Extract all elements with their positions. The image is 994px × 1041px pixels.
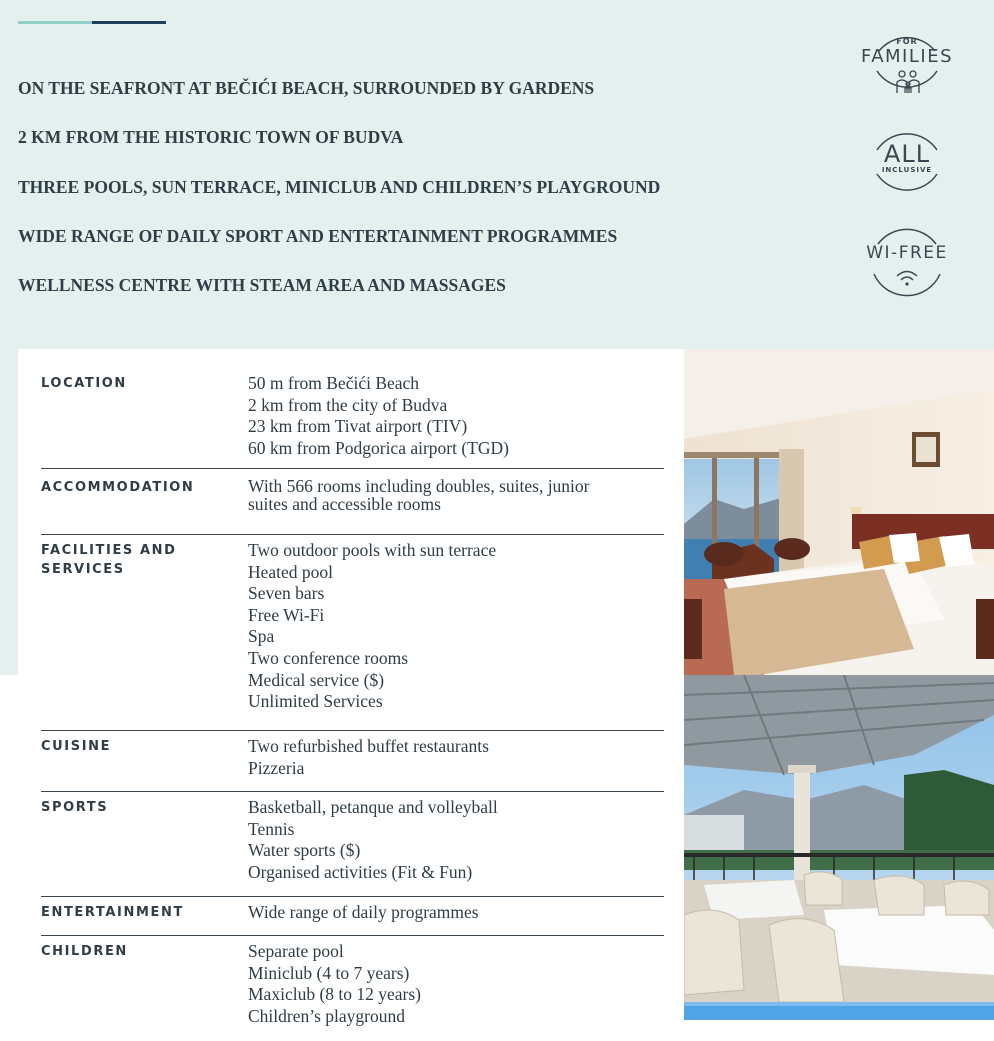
hotel-bedroom-photo bbox=[684, 349, 994, 675]
details-row-children bbox=[41, 936, 664, 1041]
row-label: ACCOMMODATION bbox=[41, 480, 195, 495]
row-value: Tennis bbox=[248, 818, 295, 839]
row-label: CUISINE bbox=[41, 739, 112, 754]
family-icon bbox=[894, 69, 922, 95]
all-inclusive-badge bbox=[870, 124, 944, 200]
badge-title: ALL bbox=[883, 140, 931, 168]
row-values bbox=[248, 902, 664, 935]
badge-title: FAMILIES bbox=[861, 46, 953, 67]
accent-line-navy bbox=[92, 21, 166, 24]
row-label: SPORTS bbox=[41, 800, 109, 815]
row-value: Two conference rooms bbox=[248, 647, 409, 668]
details-row-facilities bbox=[41, 535, 664, 731]
row-values bbox=[248, 477, 664, 534]
highlight-item: 2 KM FROM THE HISTORIC TOWN OF BUDVA bbox=[18, 127, 404, 148]
pool-photo bbox=[684, 1002, 994, 1020]
row-label: ENTERTAINMENT bbox=[41, 905, 184, 920]
row-value: Medical service ($) bbox=[248, 669, 385, 690]
row-label: FACILITIES AND SERVICES bbox=[41, 543, 177, 577]
details-row-cuisine bbox=[41, 731, 664, 792]
row-value: Maxiclub (8 to 12 years) bbox=[248, 984, 422, 1005]
badge-small-text: FOR bbox=[896, 37, 918, 46]
accent-line-teal bbox=[18, 21, 92, 24]
row-value: Basketball, petanque and volleyball bbox=[248, 797, 498, 817]
row-value: Organised activities (Fit & Fun) bbox=[248, 861, 473, 882]
row-value: Free Wi-Fi bbox=[248, 604, 325, 625]
highlight-item: WELLNESS CENTRE WITH STEAM AREA AND MASSAGES bbox=[18, 275, 506, 296]
row-value: Two refurbished buffet restaurants bbox=[248, 736, 489, 756]
row-value: Separate pool bbox=[248, 941, 344, 961]
highlight-item: WIDE RANGE OF DAILY SPORT AND ENTERTAINMENT PROGRAMMES bbox=[18, 225, 618, 246]
row-value: Spa bbox=[248, 626, 275, 647]
side-background-strip bbox=[0, 349, 18, 675]
details-row-location bbox=[41, 373, 664, 469]
row-value: suites and accessible rooms bbox=[248, 494, 441, 514]
details-row-accommodation bbox=[41, 469, 664, 535]
families-badge bbox=[861, 25, 953, 101]
row-value: With 566 rooms including doubles, suites, junior bbox=[248, 476, 590, 496]
row-value: Unlimited Services bbox=[248, 691, 383, 712]
row-value: Heated pool bbox=[248, 561, 334, 582]
row-value: Seven bars bbox=[248, 583, 325, 604]
details-row-entertainment bbox=[41, 897, 664, 936]
row-label: LOCATION bbox=[41, 376, 127, 391]
row-value: Wide range of daily programmes bbox=[248, 902, 479, 922]
row-value: Two outdoor pools with sun terrace bbox=[248, 540, 497, 560]
row-values bbox=[248, 941, 664, 1041]
row-label: CHILDREN bbox=[41, 944, 128, 959]
row-values bbox=[248, 736, 664, 791]
wifi-badge bbox=[866, 222, 948, 298]
row-value: Water sports ($) bbox=[248, 840, 361, 861]
row-value: 50 m from Bečići Beach bbox=[248, 373, 420, 393]
wifi-icon bbox=[895, 268, 919, 290]
row-values bbox=[248, 540, 664, 730]
details-table bbox=[41, 373, 664, 1041]
restaurant-terrace-photo bbox=[684, 675, 994, 1002]
row-value: Pizzeria bbox=[248, 757, 305, 778]
highlights-list bbox=[18, 76, 660, 322]
row-value: 2 km from the city of Budva bbox=[248, 394, 448, 415]
highlight-item: THREE POOLS, SUN TERRACE, MINICLUB AND CHILDREN’S PLAYGROUND bbox=[18, 176, 661, 197]
details-row-sports bbox=[41, 792, 664, 897]
row-value: 60 km from Podgorica airport (TGD) bbox=[248, 437, 509, 458]
row-values bbox=[248, 373, 664, 468]
row-value: 23 km from Tivat airport (TIV) bbox=[248, 416, 468, 437]
row-values bbox=[248, 797, 664, 896]
row-value: Children’s playground bbox=[248, 1005, 405, 1026]
row-value: Miniclub (4 to 7 years) bbox=[248, 962, 410, 983]
badge-title: WI-FREE bbox=[866, 243, 948, 263]
badge-small-text: INCLUSIVE bbox=[881, 166, 933, 174]
details-panel bbox=[18, 349, 684, 1026]
highlight-item: ON THE SEAFRONT AT BEČIĆI BEACH, SURROUNDED BY GARDENS bbox=[18, 78, 595, 98]
